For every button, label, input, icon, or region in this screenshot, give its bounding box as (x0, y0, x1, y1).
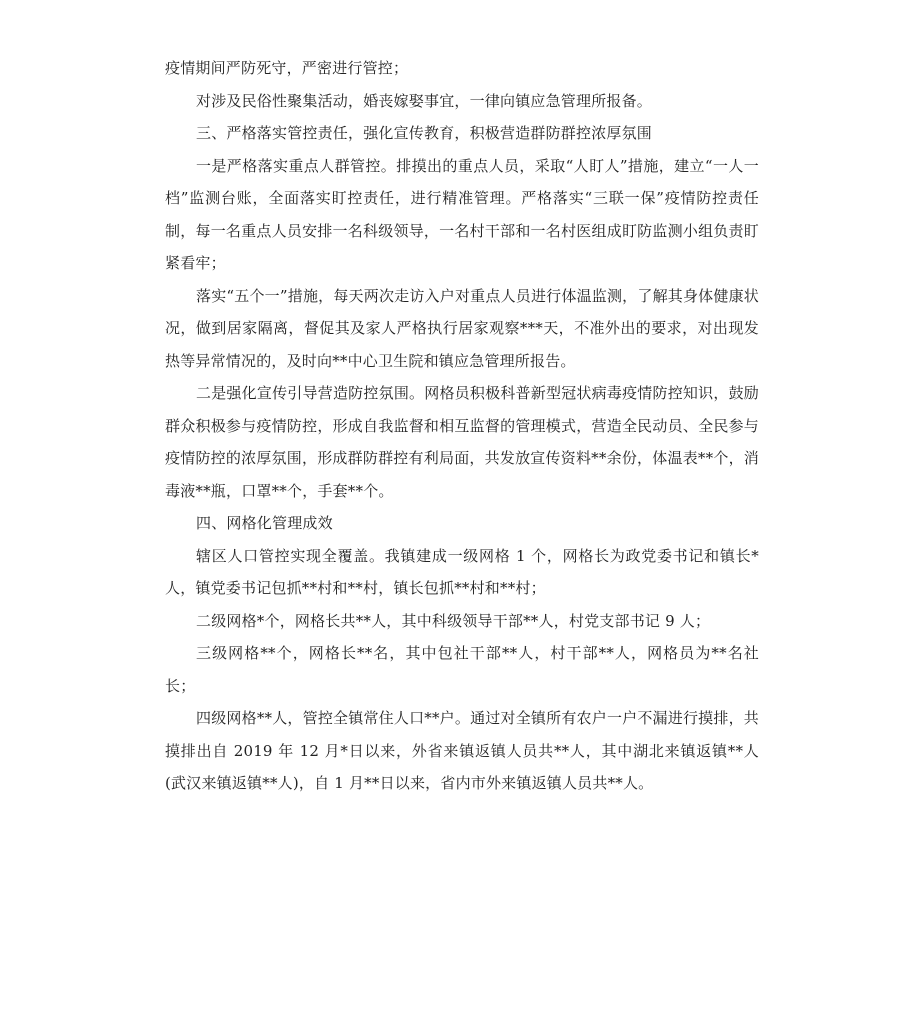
section-heading-4: 四、网格化管理成效 (196, 514, 333, 532)
paragraph-folk-gathering: 对涉及民俗性聚集活动，婚丧嫁娶事宜，一律向镇应急管理所报备。 (196, 91, 653, 110)
paragraph-key-personnel: 一是严格落实重点人群管控。排摸出的重点人员，采取“人盯人”措施，建立“一人一档”监测台账，全面落实盯控责任，进行精准管理。严格落实“三联一保”疫情防控责任制，每一名重点人员安排一名科级领导，一名村干部和一名村医组成盯防监测小组负责盯紧看牢； (165, 156, 759, 272)
paragraph-grid-level-2: 二级网格*个，网格长共**人，其中科级领导干部**人，村党支部书记 9 人； (196, 611, 711, 630)
section-heading-3: 三、严格落实管控责任，强化宣传教育，积极营造群防群控浓厚氛围 (196, 124, 653, 142)
paragraph-grid-level-1: 辖区人口管控实现全覆盖。我镇建成一级网格 1 个，网格长为政党委书记和镇长*人，镇党委书记包抓**村和**村，镇长包抓**村和**村； (165, 546, 759, 597)
paragraph-five-ones: 落实“五个一”措施，每天两次走访入户对重点人员进行体温监测，了解其身体健康状况，做到居家隔离，督促其及家人严格执行居家观察***天，不准外出的要求，对出现发热等异常情况的，及时向**中心卫生院和镇应急管理所报告。 (165, 286, 759, 370)
document-body (165, 52, 759, 800)
paragraph-grid-level-3: 三级网格**个，网格长**名，其中包社干部**人，村干部**人，网格员为**名社长； (165, 644, 759, 695)
paragraph-publicity: 二是强化宣传引导营造防控氛围。网格员积极科普新型冠状病毒疫情防控知识，鼓励群众积极参与疫情防控，形成自我监督和相互监督的管理模式，营造全民动员、全民参与疫情防控的浓厚氛围，形成群防群控有利局面，共发放宣传资料**余份，体温表**个，消毒液**瓶，口罩**个，手套**个。 (165, 384, 759, 500)
paragraph-continued: 疫情期间严防死守，严密进行管控； (165, 59, 409, 77)
paragraph-grid-level-4: 四级网格**人，管控全镇常住人口**户。通过对全镇所有农户一户不漏进行摸排，共摸排出自 2019 年 12 月*日以来，外省来镇返镇人员共**人，其中湖北来镇返镇**人(武汉来镇返镇**人)，自 1 月**日以来，省内市外来镇返镇人员共**人。 (165, 709, 759, 792)
